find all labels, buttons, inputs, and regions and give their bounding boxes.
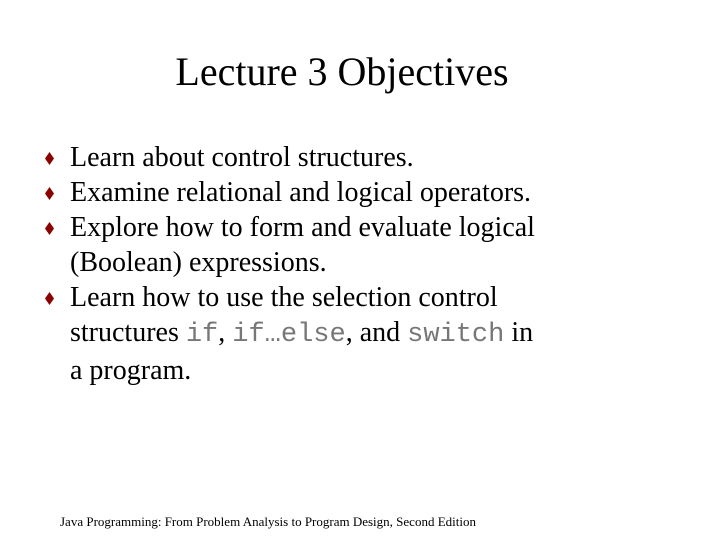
code-switch: switch [407,320,505,350]
bullet-text: Learn about control structures. [70,142,414,173]
bullet-item-selection-structures [45,280,685,388]
diamond-bullet-icon [45,187,54,200]
slide-footer: Java Programming: From Problem Analysis to Program Design, Second Edition [60,514,476,529]
bullet-text-line-3: a program. [70,355,192,386]
bullet-text-line-1: Explore how to form and evaluate logical [70,212,535,243]
code-if-else: if…else [232,320,346,350]
separator-comma: , [218,317,233,348]
separator-and: , and [345,317,408,348]
code-if: if [185,320,219,350]
bullet-text-in: in [504,317,534,348]
diamond-bullet-icon [45,222,54,235]
diamond-bullet-icon [45,152,54,165]
bullet-item-operators [45,175,685,210]
diamond-bullet-icon [45,292,54,305]
bullet-text-structures: structures [70,317,186,348]
bullet-text-line-1: Learn how to use the selection control [70,282,498,313]
bullet-item-control-structures [45,140,685,175]
bullet-text-line-2: (Boolean) expressions. [70,247,327,278]
slide-title: Lecture 3 Objectives [175,49,509,94]
objectives-list [45,140,685,388]
bullet-text: Examine relational and logical operators. [70,177,532,208]
bullet-item-boolean-expressions [45,210,685,280]
